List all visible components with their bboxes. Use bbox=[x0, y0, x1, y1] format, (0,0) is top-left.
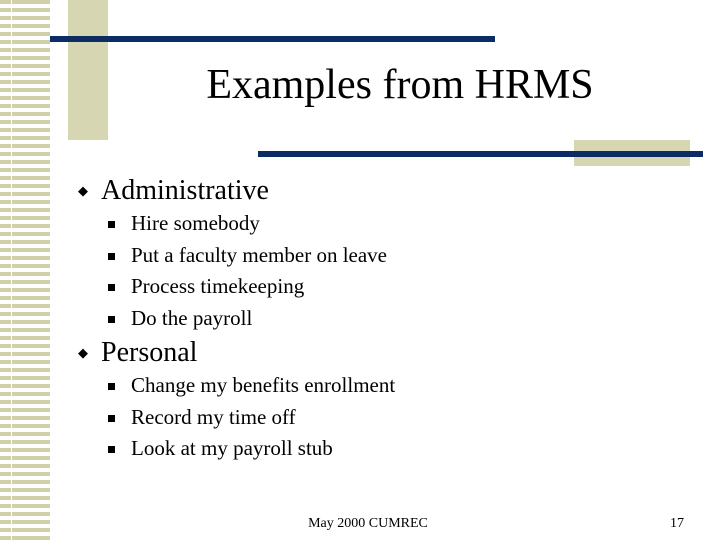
square-bullet-icon bbox=[108, 316, 115, 323]
section-heading-text: Administrative bbox=[101, 175, 269, 206]
list-item bbox=[76, 303, 676, 335]
square-bullet-icon bbox=[108, 221, 115, 228]
page-number: 17 bbox=[670, 516, 684, 531]
title-rule-bottom bbox=[258, 151, 703, 157]
square-bullet-icon bbox=[108, 284, 115, 291]
list-item bbox=[76, 271, 676, 303]
square-bullet-icon bbox=[108, 253, 115, 260]
list-item-text: Do the payroll bbox=[131, 305, 253, 330]
list-item-text: Change my benefits enrollment bbox=[131, 373, 396, 397]
list-item bbox=[76, 402, 676, 434]
list-item bbox=[76, 240, 676, 272]
list-item bbox=[76, 208, 676, 240]
square-bullet-icon bbox=[108, 383, 115, 390]
section-heading-text: Personal bbox=[101, 337, 198, 368]
diamond-bullet-icon: ◆ bbox=[78, 183, 88, 198]
section-heading bbox=[76, 336, 676, 370]
list-item-text: Hire somebody bbox=[131, 211, 260, 235]
list-item-text: Put a faculty member on leave bbox=[131, 242, 387, 267]
section-administrative bbox=[76, 174, 676, 334]
section-heading bbox=[76, 174, 676, 208]
list-item bbox=[76, 433, 676, 465]
section-personal bbox=[76, 336, 676, 465]
slide-footer: May 2000 CUMREC bbox=[308, 516, 428, 531]
bullet-list bbox=[76, 370, 676, 465]
list-item-text: Look at my payroll stub bbox=[131, 436, 333, 460]
list-item bbox=[76, 370, 676, 402]
list-item-text: Process timekeeping bbox=[131, 274, 305, 298]
slide-content bbox=[76, 174, 676, 465]
bullet-list bbox=[76, 208, 676, 334]
slide-title: Examples from HRMS bbox=[206, 62, 594, 108]
diamond-bullet-icon: ◆ bbox=[78, 345, 88, 360]
square-bullet-icon bbox=[108, 446, 115, 453]
decorative-block-top bbox=[68, 0, 108, 140]
list-item-text: Record my time off bbox=[131, 404, 296, 429]
striped-margin-strip bbox=[0, 0, 50, 540]
square-bullet-icon bbox=[108, 415, 115, 422]
title-rule-top bbox=[50, 36, 495, 42]
